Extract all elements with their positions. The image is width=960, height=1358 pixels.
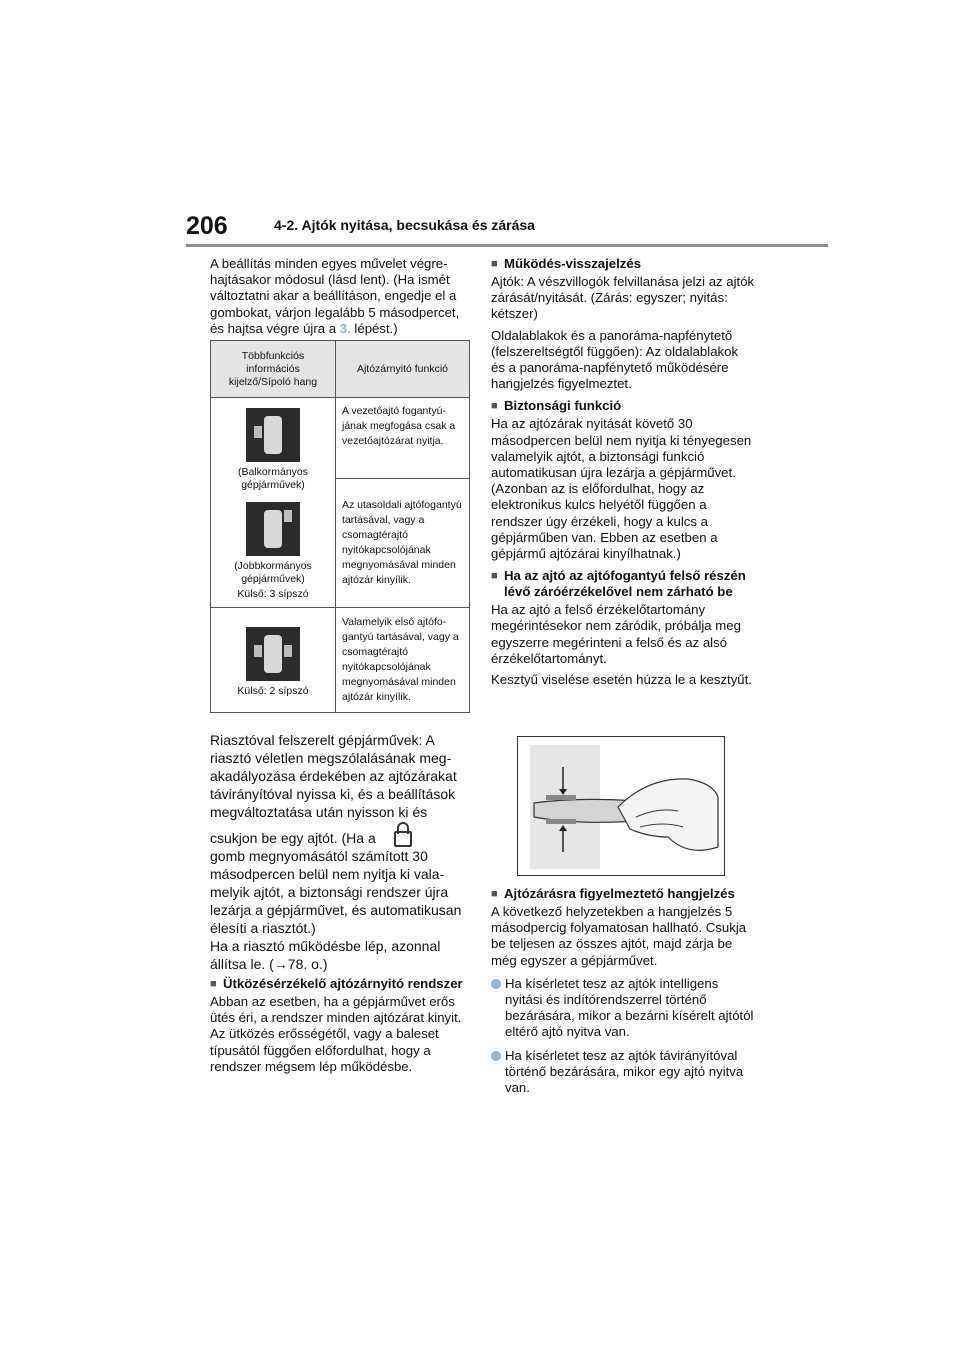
- table-cell-images-2beep: [211, 608, 336, 713]
- crash-section: [210, 970, 472, 1075]
- sensor-heading: ■ Ha az ajtó az ajtófogantyú felső részén lévő záróérzékelővel nem zárható be: [491, 568, 746, 600]
- unlock-function-table: [210, 340, 470, 713]
- crash-heading: ■ Ütközésérzékelő ajtózárnyitó rendszer: [210, 976, 463, 991]
- caption-2-beeps: Külső: 2 sípszó: [237, 684, 309, 697]
- operation-heading: ■ Működés-visszajelzés: [491, 256, 642, 271]
- list-item: Ha kísérletet tesz az ajtók távirányítóval történő bezárására, mikor egy ajtó nyitva van.: [491, 1048, 755, 1097]
- security-text: Ha az ajtózárak nyitását követő 30 másodpercen belül nem nyitja ki tényegesen valamelyik ajtót, a biztonsági funkció automatikusan újra lezárja a gépjárművet. (Azonban az is előfordulhat, hogy az elektronikus kulcs helyétől függően a rendszer úgy érzékeli, hogy a kulcs a gépjárműben van. Ebben az esetben a gépjármű ajtózárai kinyílhatnak.): [491, 416, 752, 562]
- table-header-function: Ajtózárnyitó funkció: [336, 341, 470, 398]
- padlock-icon: [394, 831, 412, 847]
- door-handle-figure: [517, 736, 725, 876]
- caption-rhd: (Jobbkormányos gépjárművek): [234, 560, 312, 585]
- intro-paragraph: A beállítás minden egyes művelet végrehajtásakor módosul (lásd lent). (Ha ismét változtatni akar a beállításon, engedje el a gombokat, várjon legalább 5 másodpercet, és hajtsa végre újra a 3. lépést.): [210, 256, 460, 336]
- right-column: [491, 250, 755, 693]
- table-cell-images-3beep: [211, 398, 336, 608]
- warning-heading: ■ Ajtózárásra figyelmeztető hangjelzés: [491, 886, 735, 901]
- caption-lhd: (Balkormányos gépjárművek): [237, 466, 309, 491]
- caption-3-beeps: Külső: 3 sípszó: [237, 588, 309, 600]
- table-header-display: Többfunkciós információs kijelző/Sípoló hang: [211, 341, 336, 398]
- warning-section: [491, 880, 755, 1096]
- section-title: 4-2. Ajtók nyitása, becsukása és zárása: [274, 217, 535, 233]
- warning-text: A következő helyzetekben a hangjelzés 5 másodpercig folyamatosan hallható. Csukja be teljesen az összes ajtót, majd zárja be még egyszer a gépjárművet.: [491, 904, 747, 968]
- page-number: 206: [186, 212, 228, 240]
- header-rule: [186, 244, 828, 247]
- step-number: 3.: [339, 320, 351, 336]
- sensor-text-1: Ha az ajtó a felső érzékelőtartomány megérintésekor nem záródik, próbálja meg egyszerre megérinteni a felső és az alsó érzékelőtartományt.: [491, 602, 741, 666]
- operation-text-2: Oldalablakok és a panoráma-napfénytető (felszereltségtől függően): Az oldalablakok és a panoráma-napfénytető működésére hangjelzés figyelmeztet.: [491, 327, 739, 392]
- security-heading: ■ Biztonsági funkció: [491, 398, 622, 414]
- sensor-text-2: Kesztyű viselése esetén húzza le a kesztyűt.: [491, 672, 752, 688]
- list-item: Ha kísérletet tesz az ajtók intelligens nyitási és indítórendszerrel történő bezárására, mikor a bezárni kísérelt ajtótól eltérő ajtó nyitva van.: [491, 976, 755, 1041]
- table-cell-function-1: A vezetőajtó fogantyújának megfogása csak a vezetőajtózárat nyitja.: [336, 398, 470, 479]
- operation-text-1: Ajtók: A vészvillogók felvillanása jelzi az ajtók zárását/nyitását. (Zárás: egyszer; nyitás: kétszer): [491, 274, 755, 322]
- table-cell-function-3: Valamelyik első ajtófogantyú tartásával, vagy a csomagtérajtó nyitókapcsolójának megnyomásával minden ajtózár kinyílik.: [336, 608, 470, 713]
- alarm-paragraph: Riasztóval felszerelt gépjárművek: A riasztó véletlen megszólalásának megakadályozása érdekében az ajtózárakat távirányítóval nyissa ki, és a beállítások megváltoztatása után nyisson ki és csukjon be egy ajtót. (Ha a gomb megnyomásától számított 30 másodpercen belül nem nyitja ki valamelyik ajtót, a biztonsági rendszer újra lezárja a gépjárművet, és automatikusan élesíti a riasztót.) Ha a riasztó működésbe lép, azonnal állítsa le. (→78. o.): [210, 732, 462, 973]
- car-doors-icon: [246, 408, 300, 462]
- table-cell-function-2: Az utasoldali ajtófogantyú tartásával, vagy a csomagtérajtó nyitókapcsolójának megnyomásával minden ajtózár kinyílik.: [336, 478, 470, 607]
- crash-text: Abban az esetben, ha a gépjárművet erős ütés éri, a rendszer minden ajtózárat kinyit. Az ütközés erősségétől, vagy a baleset típusától függően előfordulhat, hogy a rendszer mégsem lép működésbe.: [210, 994, 462, 1074]
- car-doors-icon: [246, 627, 300, 681]
- car-doors-icon: [246, 502, 300, 556]
